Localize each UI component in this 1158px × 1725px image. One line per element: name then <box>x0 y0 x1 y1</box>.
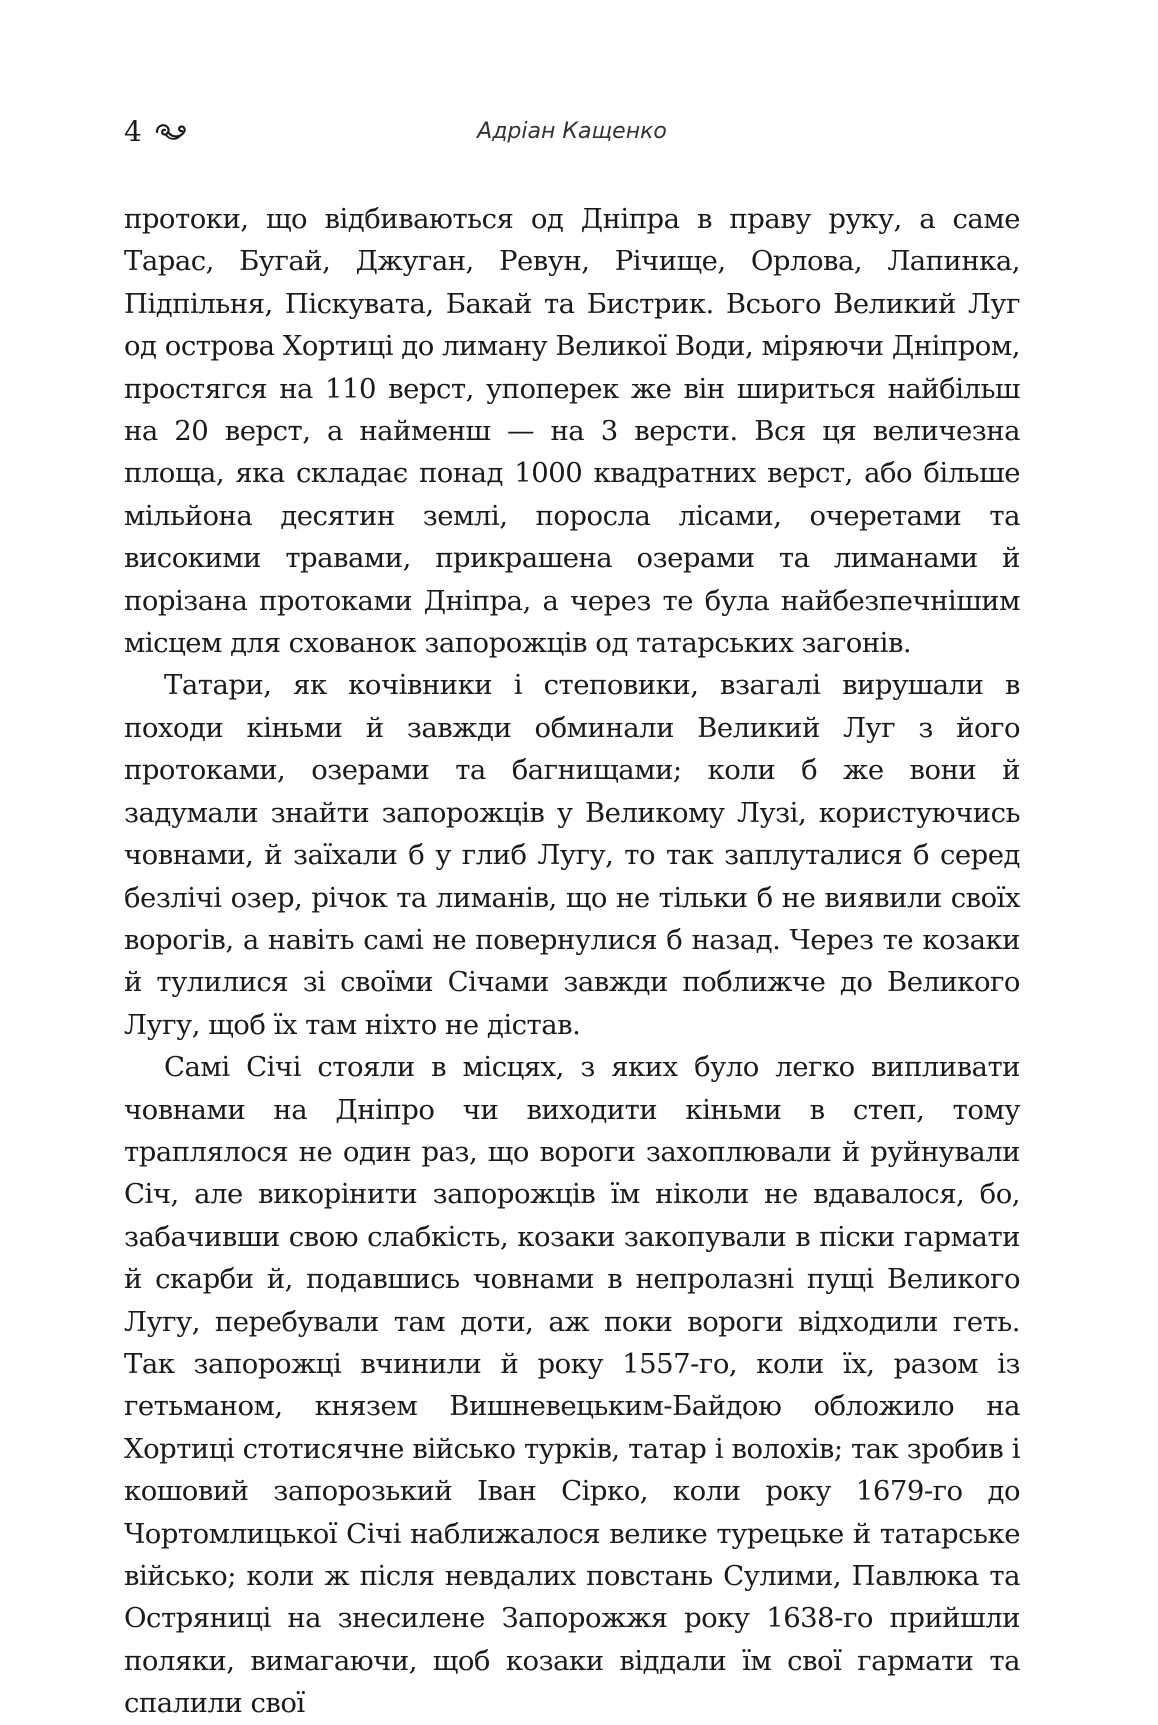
paragraph: Татари, як кочівники і степовики, взагалі вирушали в походи кіньми й завжди обминали Великий Луг з його протоками, озерами та багнищами; коли б же вони й задумали знайти запорожців у Великому Лузі, користуючись човнами, й заїхали б у глиб Лугу, то так заплуталися б серед безлічі озер, річок та лиманів, що не тільки б не виявили своїх ворогів, а навіть самі не повернулися б назад. Через те козаки й тулилися зі своїми Січами завжди поближче до Великого Лугу, щоб їх там ніхто не дістав. <box>124 669 1020 1041</box>
paragraph: протоки, що відбиваються од Дніпра в праву руку, а саме Тарас, Бугай, Джуган, Ревун, Річище, Орлова, Лапинка, Підпільня, Піскувата, Бакай та Бистрик. Всього Великий Луг од острова Хортиці до лиману Великої Води, міряючи Дніпром, простягся на 110 верст, упоперек же він шириться найбільш на 20 верст, а найменш — на 3 версти. Вся ця величезна площа, яка складає понад 1000 квадратних верст, або більше мільйона десятин землі, поросла лісами, очеретами та високими травами, прикрашена озерами та лиманами й порізана протоками Дніпра, а через те була найбезпечнішим місцем для схованок запорожців од татарських загонів. <box>124 203 1020 660</box>
page-header <box>124 112 1020 152</box>
body-text <box>124 198 1020 1725</box>
running-title: Адріан Кащенко <box>477 119 667 144</box>
page-number: 4 <box>124 115 142 148</box>
paragraph: Самі Січі стояли в місцях, з яких було легко випливати човнами на Дніпро чи виходити кіньми в степ, тому траплялося не один раз, що вороги захоплювали й руйнували Січ, але викорінити запорожців їм ніколи не вдавалося, бо, забачивши свою слабкість, козаки закопували в піски гармати й скарби й, подавшись човнами в непролазні пущі Великого Лугу, перебували там доти, аж поки вороги відходили геть. Так запорожці вчинили й року 1557-го, коли їх, разом із гетьманом, князем Вишневецьким-Байдою обложило на Хортиці стотисячне військо турків, татар і волохів; так зробив і кошовий запорозький Іван Сірко, коли року 1679-го до Чортомлицької Січі наближалося велике турецьке й татарське військо; коли ж після невдалих повстань Сулими, Павлюка та Остряниці на знесилене Запорожжя року 1638-го прийшли поляки, вимагаючи, щоб козаки віддали їм свої гармати та спалили свої <box>124 1051 1020 1720</box>
